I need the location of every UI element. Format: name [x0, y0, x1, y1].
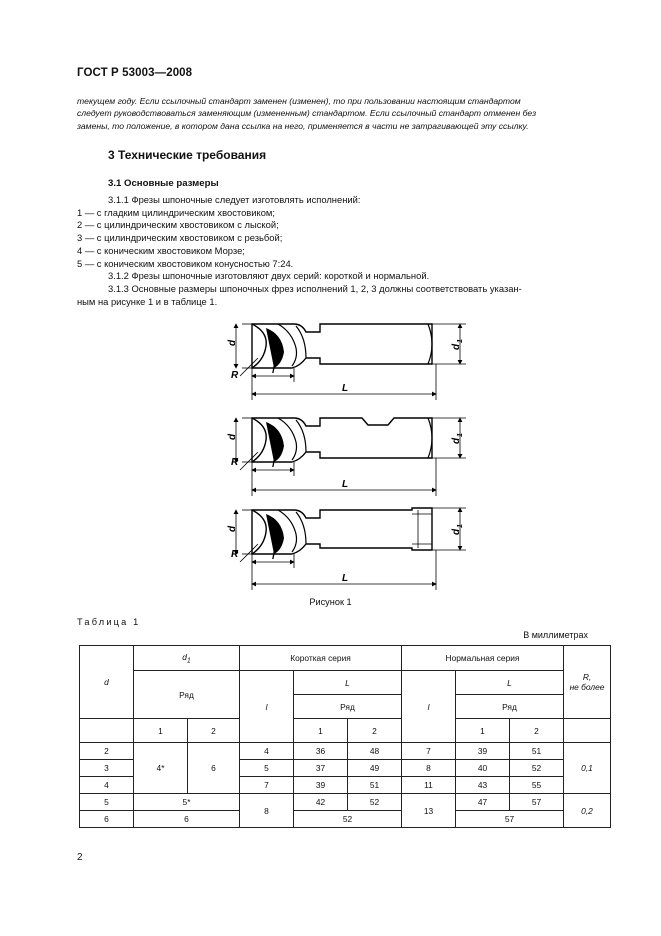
label-d1-main: d: [451, 343, 462, 350]
cell-L-normal-1: 47: [456, 794, 510, 811]
cell-L-short-2: 49: [348, 760, 402, 777]
table-units: В миллиметрах: [523, 630, 588, 640]
cutter-version-3: [236, 508, 466, 590]
label-d1-sub: 1: [457, 339, 464, 343]
cell-d: 5: [80, 794, 134, 811]
label-d1-main: d: [451, 437, 462, 444]
cell-d: 4: [80, 777, 134, 794]
label-d: d: [227, 339, 238, 346]
header-row-2: 2: [510, 719, 564, 743]
cell-L-normal-1: 40: [456, 760, 510, 777]
paragraph: 2 — с цилиндрическим хвостовиком с лыской;: [77, 219, 279, 231]
label-d: d: [227, 433, 238, 440]
cell-L-short-2: 52: [348, 794, 402, 811]
label-L: L: [342, 383, 349, 394]
cell-l-short: 5: [240, 760, 294, 777]
intro-line: следует руководствоваться заменяющим (измененным) стандартом. Если ссылочный стандарт отменен без: [77, 108, 537, 119]
table-row: [80, 794, 611, 811]
label-d1: [451, 524, 464, 535]
cell-L-normal-2: 55: [510, 777, 564, 794]
header-empty: [564, 719, 611, 743]
table-1: [79, 645, 611, 828]
paragraph: 4 — с коническим хвостовиком Морзе;: [77, 244, 245, 256]
table-row: [80, 811, 611, 828]
header-row-2: 2: [188, 719, 240, 743]
label-d1-sub: 1: [457, 433, 464, 437]
header-R-main: R,: [582, 672, 592, 682]
header-L-short-row: Ряд: [294, 695, 402, 719]
cell-l-normal: 7: [402, 743, 456, 760]
cutter-version-1: [236, 324, 466, 400]
paragraph: 3.1.2 Фрезы шпоночные изготовляют двух серий: короткой и нормальной.: [108, 270, 430, 282]
header-short-series: Короткая серия: [240, 646, 402, 671]
cell-d1-merged: 6: [134, 811, 240, 828]
cell-L-short-1: 42: [294, 794, 348, 811]
header-d1-sub: 1: [186, 657, 191, 665]
cell-L-short-1: 36: [294, 743, 348, 760]
label-R: R: [231, 549, 239, 560]
cell-l-normal: 11: [402, 777, 456, 794]
label-d1-sub: 1: [457, 524, 464, 528]
header-l-normal: l: [402, 671, 456, 743]
cell-l-normal: 13: [402, 794, 456, 828]
section-title: 3 Технические требования: [108, 148, 267, 162]
cell-L-short-2: 48: [348, 743, 402, 760]
cell-l-short: 7: [240, 777, 294, 794]
cell-l-normal: 8: [402, 760, 456, 777]
header-L-short: L: [294, 671, 402, 695]
header-normal-series: Нормальная серия: [402, 646, 564, 671]
cell-L-short-1: 39: [294, 777, 348, 794]
cell-d: 6: [80, 811, 134, 828]
label-R: R: [231, 457, 239, 468]
header-L-normal-row: Ряд: [456, 695, 564, 719]
label-l: l: [272, 551, 275, 562]
table-caption: Таблица 1: [77, 617, 141, 627]
header-d1: [134, 646, 240, 671]
label-L: L: [342, 573, 349, 584]
cell-l-short: 8: [240, 794, 294, 828]
document-header: ГОСТ Р 53003—2008: [77, 67, 193, 79]
paragraph: 3.1.1 Фрезы шпоночные следует изготовлять исполнений:: [108, 194, 361, 205]
header-row-2: 2: [348, 719, 402, 743]
cell-d: 3: [80, 760, 134, 777]
cell-d1-r2: 6: [188, 743, 240, 794]
paragraph: 1 — с гладким цилиндрическим хвостовиком;: [77, 206, 275, 218]
cell-d: 2: [80, 743, 134, 760]
table-row: [80, 743, 611, 760]
header-R: [564, 646, 611, 719]
label-d1: [451, 339, 464, 350]
header-d: d: [80, 646, 134, 719]
cell-R: 0,2: [564, 794, 611, 828]
header-R-note: не более: [569, 682, 605, 692]
cell-L-short-1: 37: [294, 760, 348, 777]
label-d1: [451, 433, 464, 444]
intro-line: замены, то положение, в котором дана ссылка на него, применяется в части не затрагивающей эту ссылку.: [77, 120, 529, 131]
cell-L-normal-2: 57: [510, 794, 564, 811]
figure-caption: Рисунок 1: [309, 597, 352, 607]
header-d1-main: d: [182, 651, 187, 662]
header-L-normal: L: [456, 671, 564, 695]
header-row-1: 1: [294, 719, 348, 743]
paragraph: 5 — с коническим хвостовиком конусностью 7:24.: [77, 257, 294, 269]
cell-L-normal-1: 39: [456, 743, 510, 760]
cell-d1-r1: 5*: [134, 794, 240, 811]
label-L: L: [342, 479, 349, 490]
cell-L-normal-1: 43: [456, 777, 510, 794]
intro-line: текущем году. Если ссылочный стандарт заменен (изменен), то при пользовании настоящим стандартом: [77, 96, 521, 106]
cell-l-short: 4: [240, 743, 294, 760]
header-d1-row: Ряд: [134, 671, 240, 719]
paragraph: 3 — с цилиндрическим хвостовиком с резьбой;: [77, 232, 283, 244]
header-row-1: 1: [134, 719, 188, 743]
intro-paragraph: [77, 95, 587, 132]
cutter-version-2: [236, 418, 466, 496]
cell-R: 0,1: [564, 743, 611, 794]
paragraph: 3.1.3 Основные размеры шпоночных фрез исполнений 1, 2, 3 должны соответствовать указан-: [108, 282, 522, 294]
header-empty: [80, 719, 134, 743]
page-number: 2: [77, 852, 83, 863]
cell-L-short-merged: 52: [294, 811, 402, 828]
label-d1-main: d: [451, 528, 462, 535]
paragraph: ным на рисунке 1 и в таблице 1.: [77, 295, 218, 307]
cell-L-normal-2: 52: [510, 760, 564, 777]
cell-L-normal-2: 51: [510, 743, 564, 760]
label-R: R: [231, 370, 239, 381]
header-l-short: l: [240, 671, 294, 743]
header-row-1: 1: [456, 719, 510, 743]
cell-d1-r1: 4*: [134, 743, 188, 794]
cell-L-short-2: 51: [348, 777, 402, 794]
figure-1-drawing: [222, 318, 472, 590]
body-text: [77, 194, 587, 308]
label-d: d: [227, 525, 238, 532]
subsection-title: 3.1 Основные размеры: [108, 178, 219, 189]
label-l: l: [272, 365, 275, 376]
cell-L-normal-merged: 57: [456, 811, 564, 828]
label-l: l: [272, 459, 275, 470]
